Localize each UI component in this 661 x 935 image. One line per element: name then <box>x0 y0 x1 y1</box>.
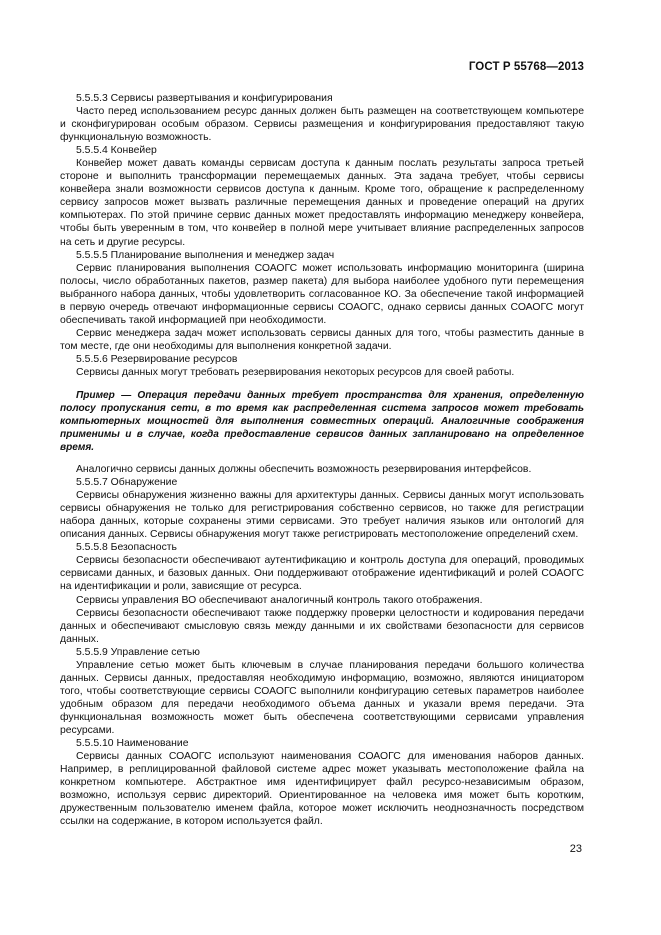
section-heading: 5.5.5.4 Конвейер <box>76 145 157 157</box>
section-heading: 5.5.5.3 Сервисы развертывания и конфигурирования <box>76 93 333 104</box>
body-text <box>60 92 584 828</box>
paragraph: Конвейер может давать команды сервисам доступа к данным послать результаты запроса третьей стороне и выполнить трансформации перемещаемых данных. Эта задача требует, чтобы сервисы конвейера знали возможности сервисов доступа к данным. Кроме того, обращение к распределенному сервису запросов может вызвать различные перемещения данных и проведение операций на других компьютерах. По этой причине сервис данных может предоставлять информацию менеджеру конвейера, чтобы быть уверенным в том, что конвейер в полной мере учитывает влияние распределенных запросов на сеть и другие ресурсы. <box>60 158 584 248</box>
paragraph: Управление сетью может быть ключевым в случае планирования передачи большого количества данных. Сервисы данных, предоставляя необходимую информацию, возможно, являются инициатором того, чтобы соответствующие сервисы СОАОГС выполнили конфигурацию сетевых параметров наиболее удобным образом для передачи необходимого объема данных и указали время передачи. Эта функциональная возможность может быть обеспечена соответствующими сервисами управления ресурсами. <box>60 659 584 736</box>
paragraph: Часто перед использованием ресурс данных должен быть размещен на соответствующем компьютере и сконфигурирован особым образом. Сервисы размещения и конфигурирования предоставляют такую функциональную возможность. <box>60 106 584 144</box>
example-note: Пример — Операция передачи данных требует пространства для хранения, определенную полосу пропускания сети, в то время как распределенная система запросов может требовать компьютерных мощностей для выполнения совместных операций. Аналогичные соображения применимы и в случае, когда предоставление сервисов данных запланировано на определенное время. <box>60 390 584 454</box>
paragraph: Сервис менеджера задач может использовать сервисы данных для того, чтобы разместить данные в том месте, где они необходимы для выполнения конкретной задачи. <box>60 327 584 352</box>
paragraph: Сервисы обнаружения жизненно важны для архитектуры данных. Сервисы данных могут использовать сервисы обнаружения не только для регистрирования собственно сервисов, но также для регистрации набора данных, которые сохранены этими сервисами. Это требует наличия языков или онтологий для описания данных. Сервисы обнаружения могут также регистрировать местоположение определений схем. <box>60 490 584 541</box>
standard-header: ГОСТ Р 55768—2013 <box>468 61 584 73</box>
paragraph: Сервисы данных могут требовать резервирования некоторых ресурсов для своей работы. <box>76 366 515 378</box>
paragraph: Сервис планирования выполнения СОАОГС может использовать информацию мониторинга (ширина полосы, число обработанных пакетов, размер пакета) для выбора наиболее удобного пути перемещения выбранного набора данных, чтобы удовлетворить согласованное КО. За обеспечение такой информацией в первую очередь отвечают информационные сервисы СОАОГС, однако сервисы данных СОАОГС могут обеспечивать такой информацией при необходимости. <box>60 262 584 326</box>
paragraph: Сервисы безопасности обеспечивают аутентификацию и контроль доступа для операций, проводимых сервисами данных, и базовых данных. Они поддерживают отображение идентификаций и ролей СОАОГС на идентификации и роли, зависящие от ресурса. <box>60 555 584 593</box>
paragraph: Сервисы данных СОАОГС используют наименования СОАОГС для именования наборов данных. Например, в реплицированной файловой системе адрес может указывать местоположение файла на конкретном компьютере. Абстрактное имя идентифицирует файл ресурсо-независимым образом, возможно, используя сервис директорий. Ориентированное на человека имя может быть коротким, дружественным пользователю именем файла, которое может исключить неоднозначность посредством ссылки на содержание, в котором используется файл. <box>60 751 584 828</box>
paragraph: Сервисы безопасности обеспечивают также поддержку проверки целостности и кодирования передачи данных и обеспечивают смысловую связь между данными и их свойствами безопасности для сервисов данных. <box>60 607 584 645</box>
section-heading: 5.5.5.10 Наименование <box>76 738 189 750</box>
section-heading: 5.5.5.9 Управление сетью <box>76 646 200 658</box>
section-heading: 5.5.5.5 Планирование выполнения и менеджер задач <box>76 249 335 261</box>
section-heading: 5.5.5.8 Безопасность <box>76 542 177 554</box>
page-number: 23 <box>569 843 582 855</box>
section-heading: 5.5.5.6 Резервирование ресурсов <box>76 353 238 365</box>
paragraph: Сервисы управления ВО обеспечивают аналогичный контроль такого отображения. <box>76 594 483 606</box>
paragraph: Аналогично сервисы данных должны обеспечить возможность резервирования интерфейсов. <box>76 464 532 476</box>
section-heading: 5.5.5.7 Обнаружение <box>76 477 178 489</box>
